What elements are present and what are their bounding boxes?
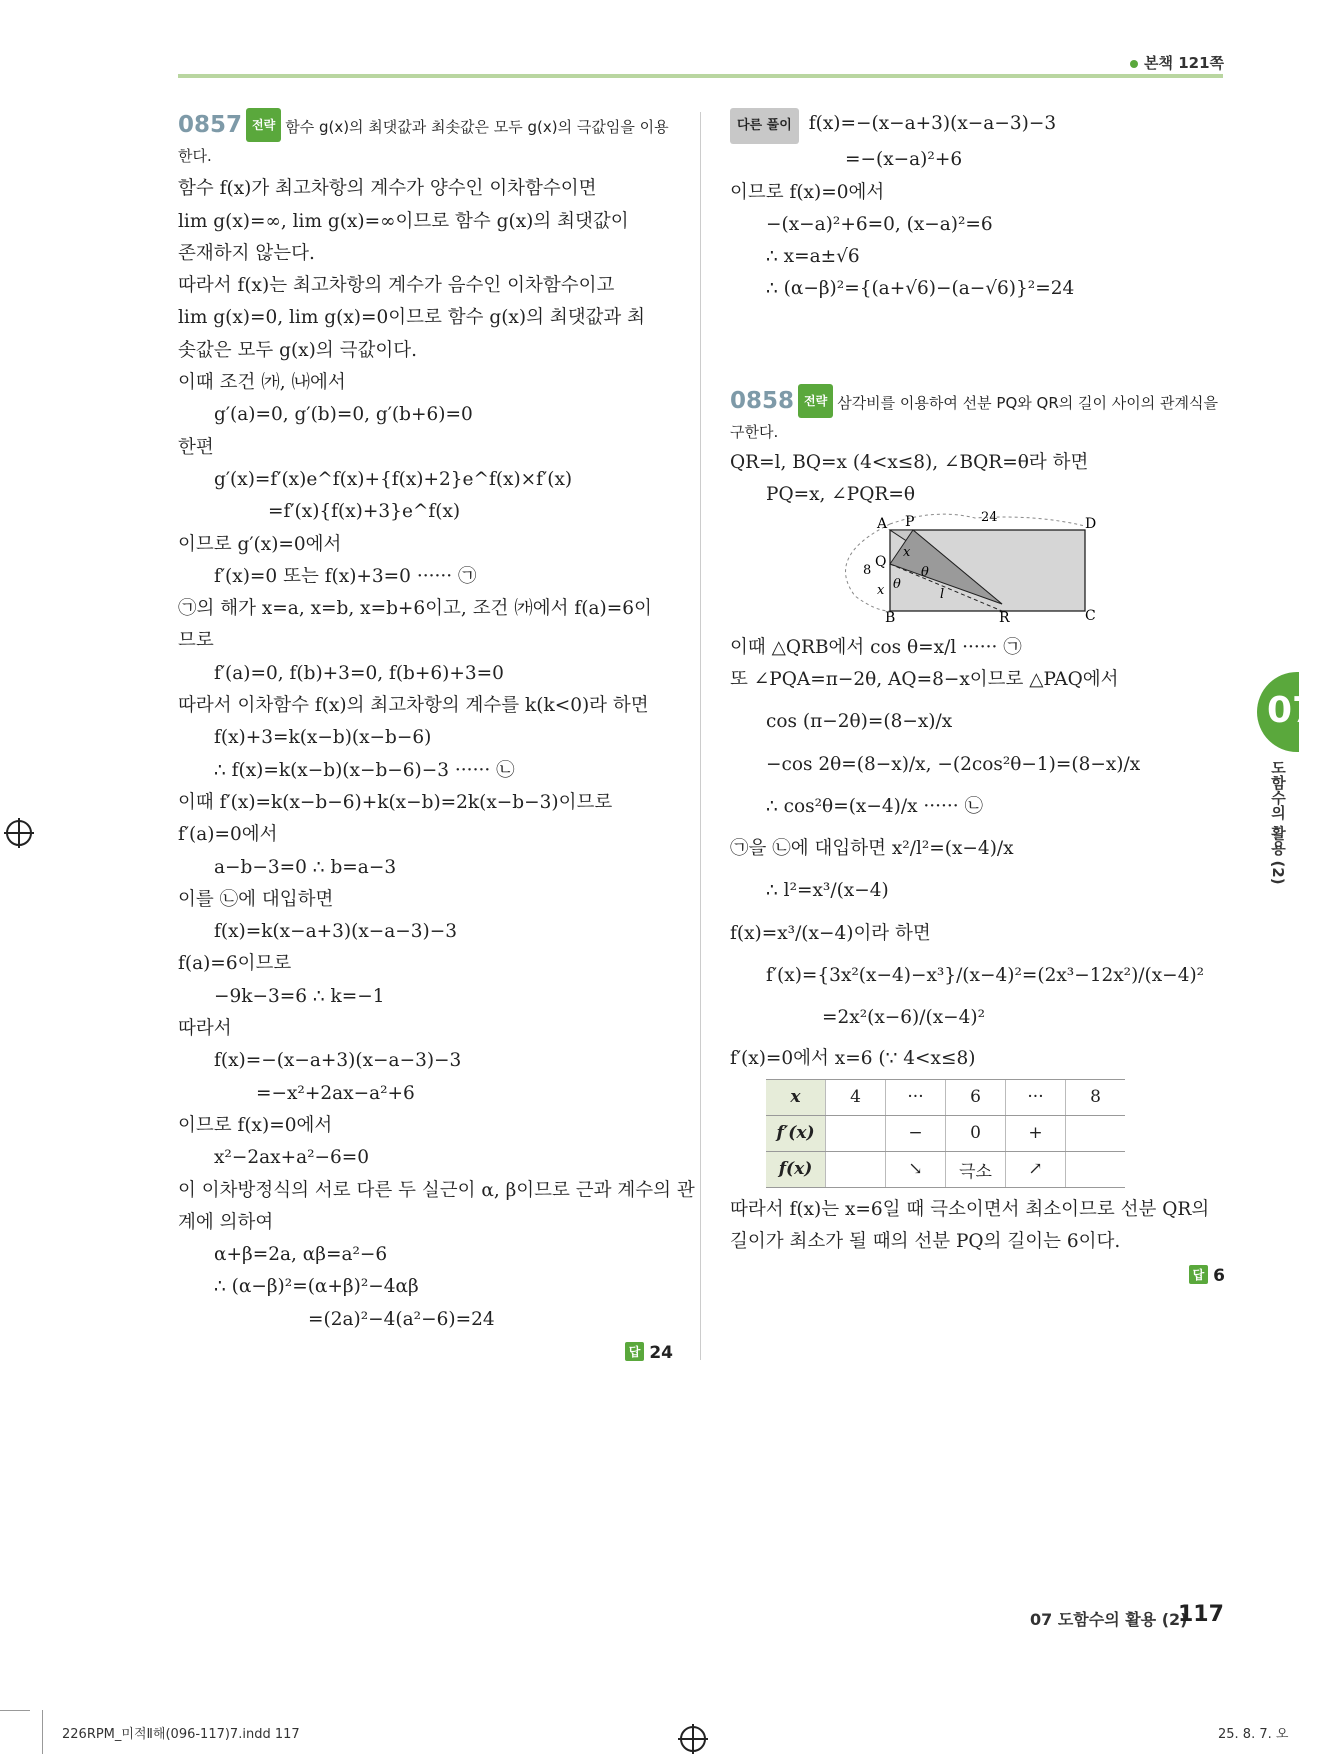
problem-0858-header xyxy=(730,384,1225,419)
table-cell xyxy=(1066,1151,1126,1187)
label-r: R xyxy=(999,609,1010,626)
label-p: P xyxy=(905,513,915,530)
solution-line: 함수 f(x)가 최고차항의 계수가 양수인 이차함수이면 xyxy=(178,178,597,200)
slug-filename: 226RPM_미적Ⅱ해(096-117)7.indd 117 xyxy=(62,1727,300,1742)
solution-line: 므로 xyxy=(178,630,214,652)
table-cell: 8 xyxy=(1066,1079,1126,1115)
solution-line: ∴ (α−β)²=(α+β)²−4αβ xyxy=(214,1276,419,1298)
label-x-top: x xyxy=(903,544,911,560)
table-cell: 극소 xyxy=(946,1151,1006,1187)
table-cell: 0 xyxy=(946,1115,1006,1151)
solution-line: 솟값은 모두 g(x)의 극값이다. xyxy=(178,339,417,361)
table-cell: ··· xyxy=(1006,1079,1066,1115)
solution-line: 이므로 f(x)=0에서 xyxy=(178,1114,333,1136)
answer-label: 답 xyxy=(1189,1265,1209,1284)
solution-line: 이 이차방정식의 서로 다른 두 실근이 α, β이므로 근과 계수의 관 xyxy=(178,1179,695,1201)
solution-line: f′(a)=0, f(b)+3=0, f(b+6)+3=0 xyxy=(214,662,504,684)
label-x-bottom: x xyxy=(877,582,885,598)
solution-line: QR=l, BQ=x (4<x≤8), ∠BQR=θ라 하면 xyxy=(730,452,1089,474)
label-b: B xyxy=(885,609,896,626)
table-row xyxy=(766,1151,1125,1187)
alt-solution-tag: 다른 풀이 xyxy=(730,108,799,144)
solution-line: =f′(x){f(x)+3}e^f(x) xyxy=(268,501,461,523)
solution-line: ㉠의 해가 x=a, x=b, x=b+6이고, 조건 ㈎에서 f(a)=6이 xyxy=(178,598,652,620)
answer-value: 24 xyxy=(649,1342,673,1363)
strategy-text-cont: 구한다. xyxy=(730,423,779,442)
solution-line: =2x²(x−6)/(x−4)² xyxy=(822,1007,986,1029)
solution-line: 계에 의하여 xyxy=(178,1211,274,1233)
table-row xyxy=(766,1079,1125,1115)
solution-line: f(x)=x³/(x−4)이라 하면 xyxy=(730,922,931,944)
solution-line: g′(a)=0, g′(b)=0, g′(b+6)=0 xyxy=(214,404,473,426)
solution-line: lim g(x)=0, lim g(x)=0이므로 함수 g(x)의 최댓값과 최 xyxy=(178,307,646,329)
solution-line: −9k−3=6 ∴ k=−1 xyxy=(214,985,385,1007)
bullet-icon xyxy=(1130,60,1138,68)
solution-line: f′(x)=0에서 x=6 (∵ 4<x≤8) xyxy=(730,1047,976,1069)
strategy-text-cont: 한다. xyxy=(178,147,212,166)
answer-value: 6 xyxy=(1213,1265,1225,1286)
table-cell xyxy=(826,1115,886,1151)
label-a: A xyxy=(877,515,888,532)
alt-line: ∴ (α−β)²={(a+√6)−(a−√6)}²=24 xyxy=(766,278,1075,300)
crop-mark xyxy=(42,1710,43,1754)
right-column xyxy=(730,108,1225,1286)
footer-chapter: 07 도함수의 활용 (2) xyxy=(1030,1610,1188,1629)
table-cell xyxy=(826,1151,886,1187)
solution-line: =(2a)²−4(a²−6)=24 xyxy=(308,1308,495,1330)
alt-line: ∴ x=a±√6 xyxy=(766,246,860,268)
solution-line: f′(x)={3x²(x−4)−x³}/(x−4)²=(2x³−12x²)/(x−4)² xyxy=(766,965,1205,987)
solution-line: a−b−3=0 ∴ b=a−3 xyxy=(214,856,397,878)
solution-line: ∴ f(x)=k(x−b)(x−b−6)−3 ······ ㉡ xyxy=(214,759,515,781)
solution-line: α+β=2a, αβ=a²−6 xyxy=(214,1244,388,1266)
problem-number: 0857 xyxy=(178,112,243,138)
table-cell: f′(x) xyxy=(766,1115,826,1151)
header-reference-text: 본책 121쪽 xyxy=(1144,54,1225,72)
solution-line: −cos 2θ=(8−x)/x, −(2cos²θ−1)=(8−x)/x xyxy=(766,753,1141,775)
solution-line: f(x)+3=k(x−b)(x−b−6) xyxy=(214,727,432,749)
table-cell: f(x) xyxy=(766,1151,826,1187)
column-divider xyxy=(700,112,701,1360)
table-cell: − xyxy=(886,1115,946,1151)
label-q: Q xyxy=(875,553,887,570)
solution-line: 따라서 f(x)는 최고차항의 계수가 음수인 이차함수이고 xyxy=(178,275,615,297)
rectangle-fold-diagram xyxy=(835,509,1105,626)
chapter-tab xyxy=(1257,672,1317,752)
answer-label: 답 xyxy=(625,1342,645,1361)
solution-line: 이때 △QRB에서 cos θ=x/l ······ ㉠ xyxy=(730,636,1022,658)
strategy-tag: 전략 xyxy=(798,384,833,418)
increase-decrease-table xyxy=(766,1079,1125,1188)
table-cell: ↗ xyxy=(1006,1151,1066,1187)
registration-mark-icon xyxy=(680,1726,706,1752)
solution-line: x²−2ax+a²−6=0 xyxy=(214,1147,370,1169)
solution-line: 이므로 g′(x)=0에서 xyxy=(178,533,342,555)
solution-line: f(a)=6이므로 xyxy=(178,953,292,975)
strategy-tag: 전략 xyxy=(246,108,281,142)
alt-line: −(x−a)²+6=0, (x−a)²=6 xyxy=(766,213,993,235)
crop-mark xyxy=(0,1710,30,1711)
label-24: 24 xyxy=(981,509,998,525)
slug-date: 25. 8. 7. 오 xyxy=(1218,1727,1289,1742)
table-cell: ··· xyxy=(886,1079,946,1115)
page-number: 117 xyxy=(1178,1602,1224,1627)
header-rule xyxy=(178,74,1223,78)
answer-0857 xyxy=(178,1342,673,1363)
solution-line: f′(a)=0에서 xyxy=(178,824,278,846)
solution-line: =−x²+2ax−a²+6 xyxy=(256,1082,415,1104)
alt-solution-header xyxy=(730,108,1225,144)
solution-line: 따라서 이차함수 f(x)의 최고차항의 계수를 k(k<0)라 하면 xyxy=(178,695,649,717)
solution-line: 따라서 f(x)는 x=6일 때 극소이면서 최소이므로 선분 QR의 xyxy=(730,1198,1210,1220)
solution-line: PQ=x, ∠PQR=θ xyxy=(766,484,915,506)
solution-line: f(x)=k(x−a+3)(x−a−3)−3 xyxy=(214,921,458,943)
solution-line: ∴ cos²θ=(x−4)/x ······ ㉡ xyxy=(766,795,984,817)
strategy-text: 함수 g(x)의 최댓값과 최솟값은 모두 g(x)의 극값임을 이용 xyxy=(285,118,669,136)
table-cell: x xyxy=(766,1079,826,1115)
label-theta-bottom: θ xyxy=(893,576,901,592)
spacer xyxy=(730,306,1225,384)
solution-line: ∴ l²=x³/(x−4) xyxy=(766,880,889,902)
table-cell: 4 xyxy=(826,1079,886,1115)
registration-mark-icon xyxy=(6,820,32,846)
alt-line: =−(x−a)²+6 xyxy=(845,149,963,171)
label-c: C xyxy=(1085,607,1096,624)
solution-line: f′(x)=0 또는 f(x)+3=0 ······ ㉠ xyxy=(214,565,477,587)
solution-line: g′(x)=f′(x)e^f(x)+{f(x)+2}e^f(x)×f′(x) xyxy=(214,468,573,490)
solution-line: 이때 조건 ㈎, ㈏에서 xyxy=(178,372,346,394)
solution-line: 또 ∠PQA=π−2θ, AQ=8−x이므로 △PAQ에서 xyxy=(730,668,1119,690)
table-cell xyxy=(1066,1115,1126,1151)
label-theta: θ xyxy=(921,564,929,580)
solution-line: 따라서 xyxy=(178,1018,232,1040)
header-reference xyxy=(1130,52,1224,73)
solution-line: lim g(x)=∞, lim g(x)=∞이므로 함수 g(x)의 최댓값이 xyxy=(178,210,629,232)
label-d: D xyxy=(1085,515,1097,532)
alt-line: f(x)=−(x−a+3)(x−a−3)−3 xyxy=(808,113,1057,134)
problem-0857-header xyxy=(178,108,673,143)
label-l: l xyxy=(940,586,945,602)
table-cell: + xyxy=(1006,1115,1066,1151)
table-row xyxy=(766,1115,1125,1151)
answer-0858 xyxy=(730,1265,1225,1286)
left-column xyxy=(178,108,695,1363)
chapter-side-title: 도함수의 활용 (2) xyxy=(1269,760,1287,885)
chapter-tab-number: 07 xyxy=(1267,690,1317,731)
alt-line: 이므로 f(x)=0에서 xyxy=(730,181,885,203)
solution-line: 이때 f′(x)=k(x−b−6)+k(x−b)=2k(x−b−3)이므로 xyxy=(178,791,613,813)
solution-line: f(x)=−(x−a+3)(x−a−3)−3 xyxy=(214,1050,462,1072)
solution-line: ㉠을 ㉡에 대입하면 x²/l²=(x−4)/x xyxy=(730,838,1014,860)
label-8: 8 xyxy=(863,562,872,578)
solution-line: 존재하지 않는다. xyxy=(178,242,315,264)
table-cell: ↘ xyxy=(886,1151,946,1187)
solution-line: cos (π−2θ)=(8−x)/x xyxy=(766,711,953,733)
solution-line: 길이가 최소가 될 때의 선분 PQ의 길이는 6이다. xyxy=(730,1231,1121,1253)
strategy-text: 삼각비를 이용하여 선분 PQ와 QR의 길이 사이의 관계식을 xyxy=(837,393,1218,412)
solution-line: 이를 ㉡에 대입하면 xyxy=(178,888,334,910)
table-cell: 6 xyxy=(946,1079,1006,1115)
solution-line: 한편 xyxy=(178,436,214,458)
problem-number: 0858 xyxy=(730,387,795,414)
